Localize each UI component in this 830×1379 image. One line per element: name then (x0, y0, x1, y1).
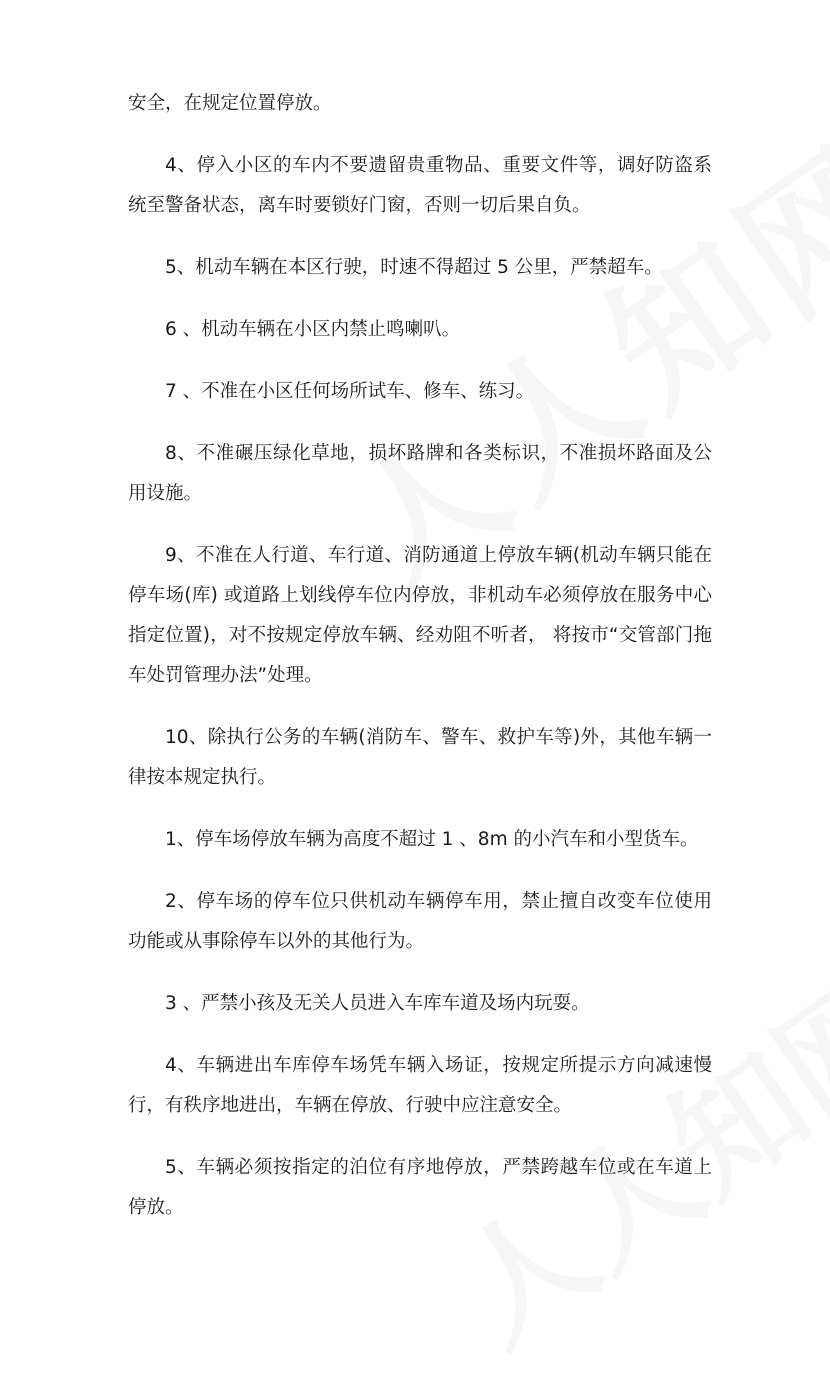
paragraph-rule-5: 5、机动车辆在本区行驶，时速不得超过 5 公里，严禁超车。 (165, 257, 663, 278)
paragraph-rule-8: 8、不准碾压绿化草地，损坏路牌和各类标识，不准损坏路面及公用设施。 (128, 443, 712, 504)
paragraph-garage-rule-3: 3 、严禁小孩及无关人员进入车库车道及场内玩耍。 (165, 993, 590, 1014)
paragraph-rule-4: 4、停入小区的车内不要遗留贵重物品、重要文件等，调好防盗系统至警备状态，离车时要锁好门窗，否则一切后果自负。 (128, 155, 712, 216)
paragraph-garage-rule-1: 1、停车场停放车辆为高度不超过 1 、8m 的小汽车和小型货车。 (165, 829, 699, 850)
paragraph-continuation: 安全，在规定位置停放。 (128, 93, 332, 114)
paragraph-garage-rule-2: 2、停车场的停车位只供机动车辆停车用，禁止擅自改变车位使用功能或从事除停车以外的其他行为。 (128, 891, 712, 952)
paragraph-rule-10: 10、除执行公务的车辆(消防车、警车、救护车等)外，其他车辆一律按本规定执行。 (128, 727, 712, 788)
paragraph-rule-7: 7 、不准在小区任何场所试车、修车、练习。 (165, 381, 535, 402)
paragraph-garage-rule-4: 4、车辆进出车库停车场凭车辆入场证，按规定所提示方向减速慢行，有秩序地进出，车辆在停放、行驶中应注意安全。 (128, 1055, 712, 1116)
paragraph-rule-6: 6 、机动车辆在小区内禁止鸣喇叭。 (165, 319, 461, 340)
paragraph-garage-rule-5: 5、车辆必须按指定的泊位有序地停放，严禁跨越车位或在车道上停放。 (128, 1157, 712, 1218)
paragraph-rule-9: 9、不准在人行道、车行道、消防通道上停放车辆(机动车辆只能在停车场(库) 或道路上划线停车位内停放，非机动车必须停放在服务中心指定位置)，对不按规定停放车辆、经劝阻不听者， 将按市“交管部门拖车处罚管理办法”处理。 (128, 545, 712, 686)
